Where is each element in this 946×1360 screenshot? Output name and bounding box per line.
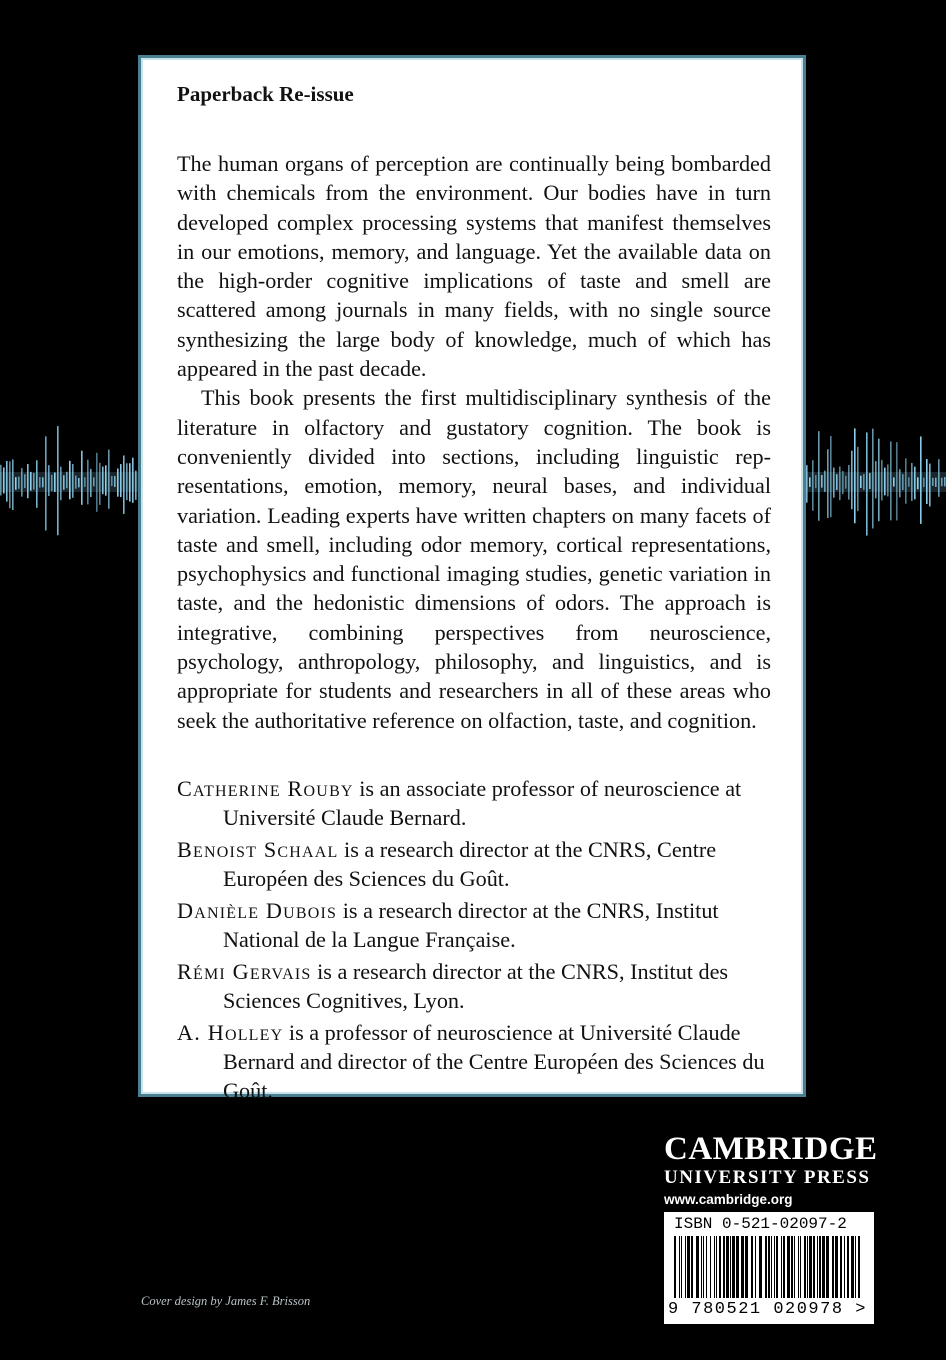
barcode — [668, 1236, 868, 1298]
wave-bar — [935, 478, 937, 487]
wave-bar — [138, 458, 140, 512]
barcode-bar — [730, 1236, 731, 1298]
wave-bar — [917, 477, 919, 489]
wave-bar — [39, 477, 41, 488]
barcode-bar — [768, 1236, 770, 1298]
wave-bar — [27, 464, 29, 498]
wave-bar — [66, 472, 68, 489]
wave-bar — [830, 436, 832, 517]
wave-bar — [99, 463, 101, 505]
wave-bar — [902, 474, 904, 490]
wave-bar — [863, 474, 865, 490]
reissue-heading: Paperback Re-issue — [177, 82, 354, 106]
wave-bar — [833, 468, 835, 498]
wave-bar — [36, 460, 38, 507]
wave-bar — [69, 461, 71, 500]
wave-bar — [42, 477, 44, 487]
barcode-bar — [776, 1236, 778, 1298]
barcode-bar — [781, 1236, 782, 1298]
barcode-bar — [723, 1236, 725, 1298]
wave-bar — [87, 460, 89, 505]
wave-bar — [821, 475, 823, 488]
wave-bar — [893, 477, 895, 486]
wave-bar — [3, 467, 5, 493]
wave-bar — [899, 469, 901, 497]
author-description: is a research director at the CNRS, Institut des Sciences Cognitives, Lyon. — [223, 958, 729, 1013]
barcode-bar — [703, 1236, 704, 1298]
publisher-logo — [664, 1131, 878, 1211]
wave-bar — [860, 476, 862, 488]
barcode-bar — [832, 1236, 834, 1298]
author-bio-dubois — [177, 896, 771, 954]
barcode-bar — [714, 1236, 715, 1298]
wave-bar — [12, 459, 14, 510]
publisher-subtitle: UNIVERSITY PRESS — [664, 1167, 871, 1188]
wave-bar — [30, 472, 32, 491]
author-description: is a research director at the CNRS, Centre Européen des Sciences du Goût. — [223, 836, 717, 891]
barcode-bar — [674, 1236, 676, 1298]
wave-bar — [851, 451, 853, 509]
author-bio-rouby — [177, 774, 771, 832]
wave-bar — [9, 461, 11, 508]
wave-bar — [24, 474, 26, 488]
wave-bar — [78, 478, 80, 487]
barcode-bar — [794, 1236, 795, 1298]
publisher-website: www.cambridge.org — [664, 1192, 793, 1207]
wave-bar — [60, 467, 62, 501]
wave-bar — [54, 472, 56, 491]
barcode-bar — [741, 1236, 744, 1298]
publisher-name: CAMBRIDGE — [664, 1131, 878, 1167]
cover-design-credit: Cover design by James F. Brisson — [141, 1294, 311, 1308]
wave-bar — [114, 476, 116, 487]
wave-bar — [923, 478, 925, 487]
author-name: Catherine Rouby — [177, 775, 354, 801]
barcode-bar — [798, 1236, 799, 1298]
wave-bar — [96, 453, 98, 512]
wave-bar — [90, 469, 92, 497]
wave-bar — [815, 475, 817, 488]
wave-bar — [33, 473, 35, 490]
wave-bar — [57, 426, 59, 535]
barcode-bar — [719, 1236, 721, 1298]
author-bio-gervais — [177, 957, 771, 1015]
wave-bar — [824, 471, 826, 492]
barcode-bar — [745, 1236, 748, 1298]
wave-bar — [72, 464, 74, 498]
wave-bar — [123, 455, 125, 513]
wave-bar — [132, 458, 134, 503]
wave-bar — [869, 473, 871, 489]
wave-bar — [48, 465, 50, 496]
barcode-bar — [791, 1236, 793, 1298]
wave-bar — [842, 471, 844, 494]
barcode-digits: 9 780521 020978 > — [668, 1300, 867, 1319]
wave-bar — [926, 459, 928, 504]
wave-bar — [827, 449, 829, 518]
barcode-bar — [716, 1236, 717, 1298]
author-description: is an associate professor of neuroscience at Université Claude Bernard. — [223, 775, 742, 830]
barcode-bar — [807, 1236, 808, 1298]
wave-bar — [81, 451, 83, 505]
wave-bar — [117, 469, 119, 497]
wave-bar — [905, 458, 907, 503]
barcode-bar — [765, 1236, 767, 1298]
wave-bar — [108, 450, 110, 509]
barcode-bar — [687, 1236, 690, 1298]
barcode-bar — [813, 1236, 815, 1298]
barcode-bar — [759, 1236, 762, 1298]
wave-bar — [875, 461, 877, 498]
wave-bar — [884, 468, 886, 496]
wave-bar — [911, 463, 913, 501]
wave-bar — [938, 459, 940, 497]
barcode-bar — [822, 1236, 825, 1298]
wave-bar — [84, 477, 86, 487]
barcode-bar — [847, 1236, 849, 1298]
barcode-bar — [685, 1236, 686, 1298]
author-bio-holley — [177, 1018, 771, 1105]
wave-bar — [929, 464, 931, 507]
author-name: Benoist Schaal — [177, 836, 339, 862]
description-panel — [141, 58, 803, 1103]
wave-bar — [18, 477, 20, 489]
wave-bar — [854, 428, 856, 523]
barcode-bar — [817, 1236, 818, 1298]
wave-bar — [102, 467, 104, 495]
barcode-bar — [783, 1236, 785, 1298]
barcode-bar — [726, 1236, 729, 1298]
barcode-bar — [710, 1236, 711, 1298]
wave-bar — [914, 467, 916, 500]
barcode-bar — [706, 1236, 707, 1298]
barcode-bar — [679, 1236, 680, 1298]
author-description: is a research director at the CNRS, Institut National de la Langue Française. — [223, 897, 719, 952]
barcode-bar — [844, 1236, 845, 1298]
wave-bar — [111, 476, 113, 486]
barcode-bar — [851, 1236, 854, 1298]
wave-bar — [818, 431, 820, 521]
wave-bar — [941, 478, 943, 486]
wave-bar — [887, 464, 889, 496]
wave-bar — [857, 447, 859, 511]
barcode-bar — [858, 1236, 860, 1298]
wave-bar — [126, 463, 128, 500]
barcode-bar — [701, 1236, 702, 1298]
wave-bar — [908, 477, 910, 486]
barcode-bar — [751, 1236, 753, 1298]
wave-bar — [809, 477, 811, 486]
wave-bar — [0, 465, 2, 496]
author-bios — [177, 774, 771, 1105]
barcode-bar — [819, 1236, 821, 1298]
wave-bar — [15, 477, 17, 490]
wave-bar — [944, 477, 946, 486]
wave-bar — [806, 465, 808, 502]
wave-bar — [932, 478, 934, 486]
wave-bar — [878, 439, 880, 522]
wave-bar — [21, 468, 23, 497]
wave-bar — [872, 429, 874, 529]
wave-bar — [129, 463, 131, 501]
barcode-bar — [732, 1236, 735, 1298]
wave-bar — [881, 460, 883, 500]
barcode-bar — [774, 1236, 775, 1298]
book-description — [177, 149, 771, 735]
barcode-bar — [787, 1236, 790, 1298]
wave-bar — [45, 436, 47, 530]
wave-bar — [51, 475, 53, 491]
wave-bar — [839, 466, 841, 500]
barcode-bar — [840, 1236, 842, 1298]
author-name: Rémi Gervais — [177, 958, 312, 984]
wave-bar — [836, 474, 838, 490]
isbn-barcode-block — [664, 1212, 874, 1324]
wave-bar — [93, 477, 95, 486]
barcode-bar — [835, 1236, 838, 1298]
barcode-bar — [736, 1236, 739, 1298]
wave-bar — [105, 465, 107, 495]
barcode-bar — [681, 1236, 682, 1298]
barcode-bar — [826, 1236, 829, 1298]
author-description: is a professor of neuroscience at Université Claude Bernard and director of the Centre Européen des Sciences du Goût. — [223, 1019, 765, 1103]
author-name: A. Holley — [177, 1019, 284, 1045]
wave-bar — [896, 442, 898, 520]
barcode-bar — [696, 1236, 699, 1298]
barcode-bar — [771, 1236, 772, 1298]
barcode-bar — [809, 1236, 812, 1298]
barcode-bar — [855, 1236, 856, 1298]
wave-bar — [135, 471, 137, 500]
description-paragraph-2: This book presents the first multidisciplinary synthesis of the literature in olfactory and gustatory cognition. The book is conveniently divided into sections, including linguistic representations, emotion, memory, neural bases, and individual variation. Leading experts have written chapters on many facets of taste and smell, including odor memory, cortical representations, psychophysics and functional imaging studies, genetic variation in taste, and the hedonistic dimensions of odors. The approach is integrative, combining perspectives from neuroscience, psychology, anthropology, philosophy, and linguistics, and is appropriate for students and researchers in all of these areas who seek the authoritative reference on olfaction, taste, and cognition. — [177, 385, 771, 733]
barcode-bar — [691, 1236, 693, 1298]
wave-bar — [6, 461, 8, 502]
wave-bar — [75, 476, 77, 489]
author-bio-schaal — [177, 835, 771, 893]
wave-bar — [120, 464, 122, 497]
barcode-bar — [800, 1236, 801, 1298]
wave-bar — [812, 460, 814, 510]
barcode-bar — [804, 1236, 806, 1298]
wave-bar — [848, 465, 850, 500]
author-name: Danièle Dubois — [177, 897, 338, 923]
wave-bar — [845, 476, 847, 489]
wave-bar — [920, 436, 922, 523]
wave-bar — [866, 432, 868, 535]
wave-bar — [63, 475, 65, 489]
isbn-label: ISBN 0-521-02097-2 — [674, 1215, 847, 1233]
description-paragraph-1: The human organs of perception are continually being bombarded with chemicals from the environment. Our bodies have in turn developed complex processing systems that manifest themselves in our emotions, memory, and language. Yet the available data on the high-order cognitive implications of taste and smell are scattered among journals in many fields, with no single source synthesizing the large body of knowledge, much of which has appeared in the past decade. — [177, 151, 771, 382]
wave-bar — [890, 441, 892, 520]
barcode-bar — [755, 1236, 756, 1298]
